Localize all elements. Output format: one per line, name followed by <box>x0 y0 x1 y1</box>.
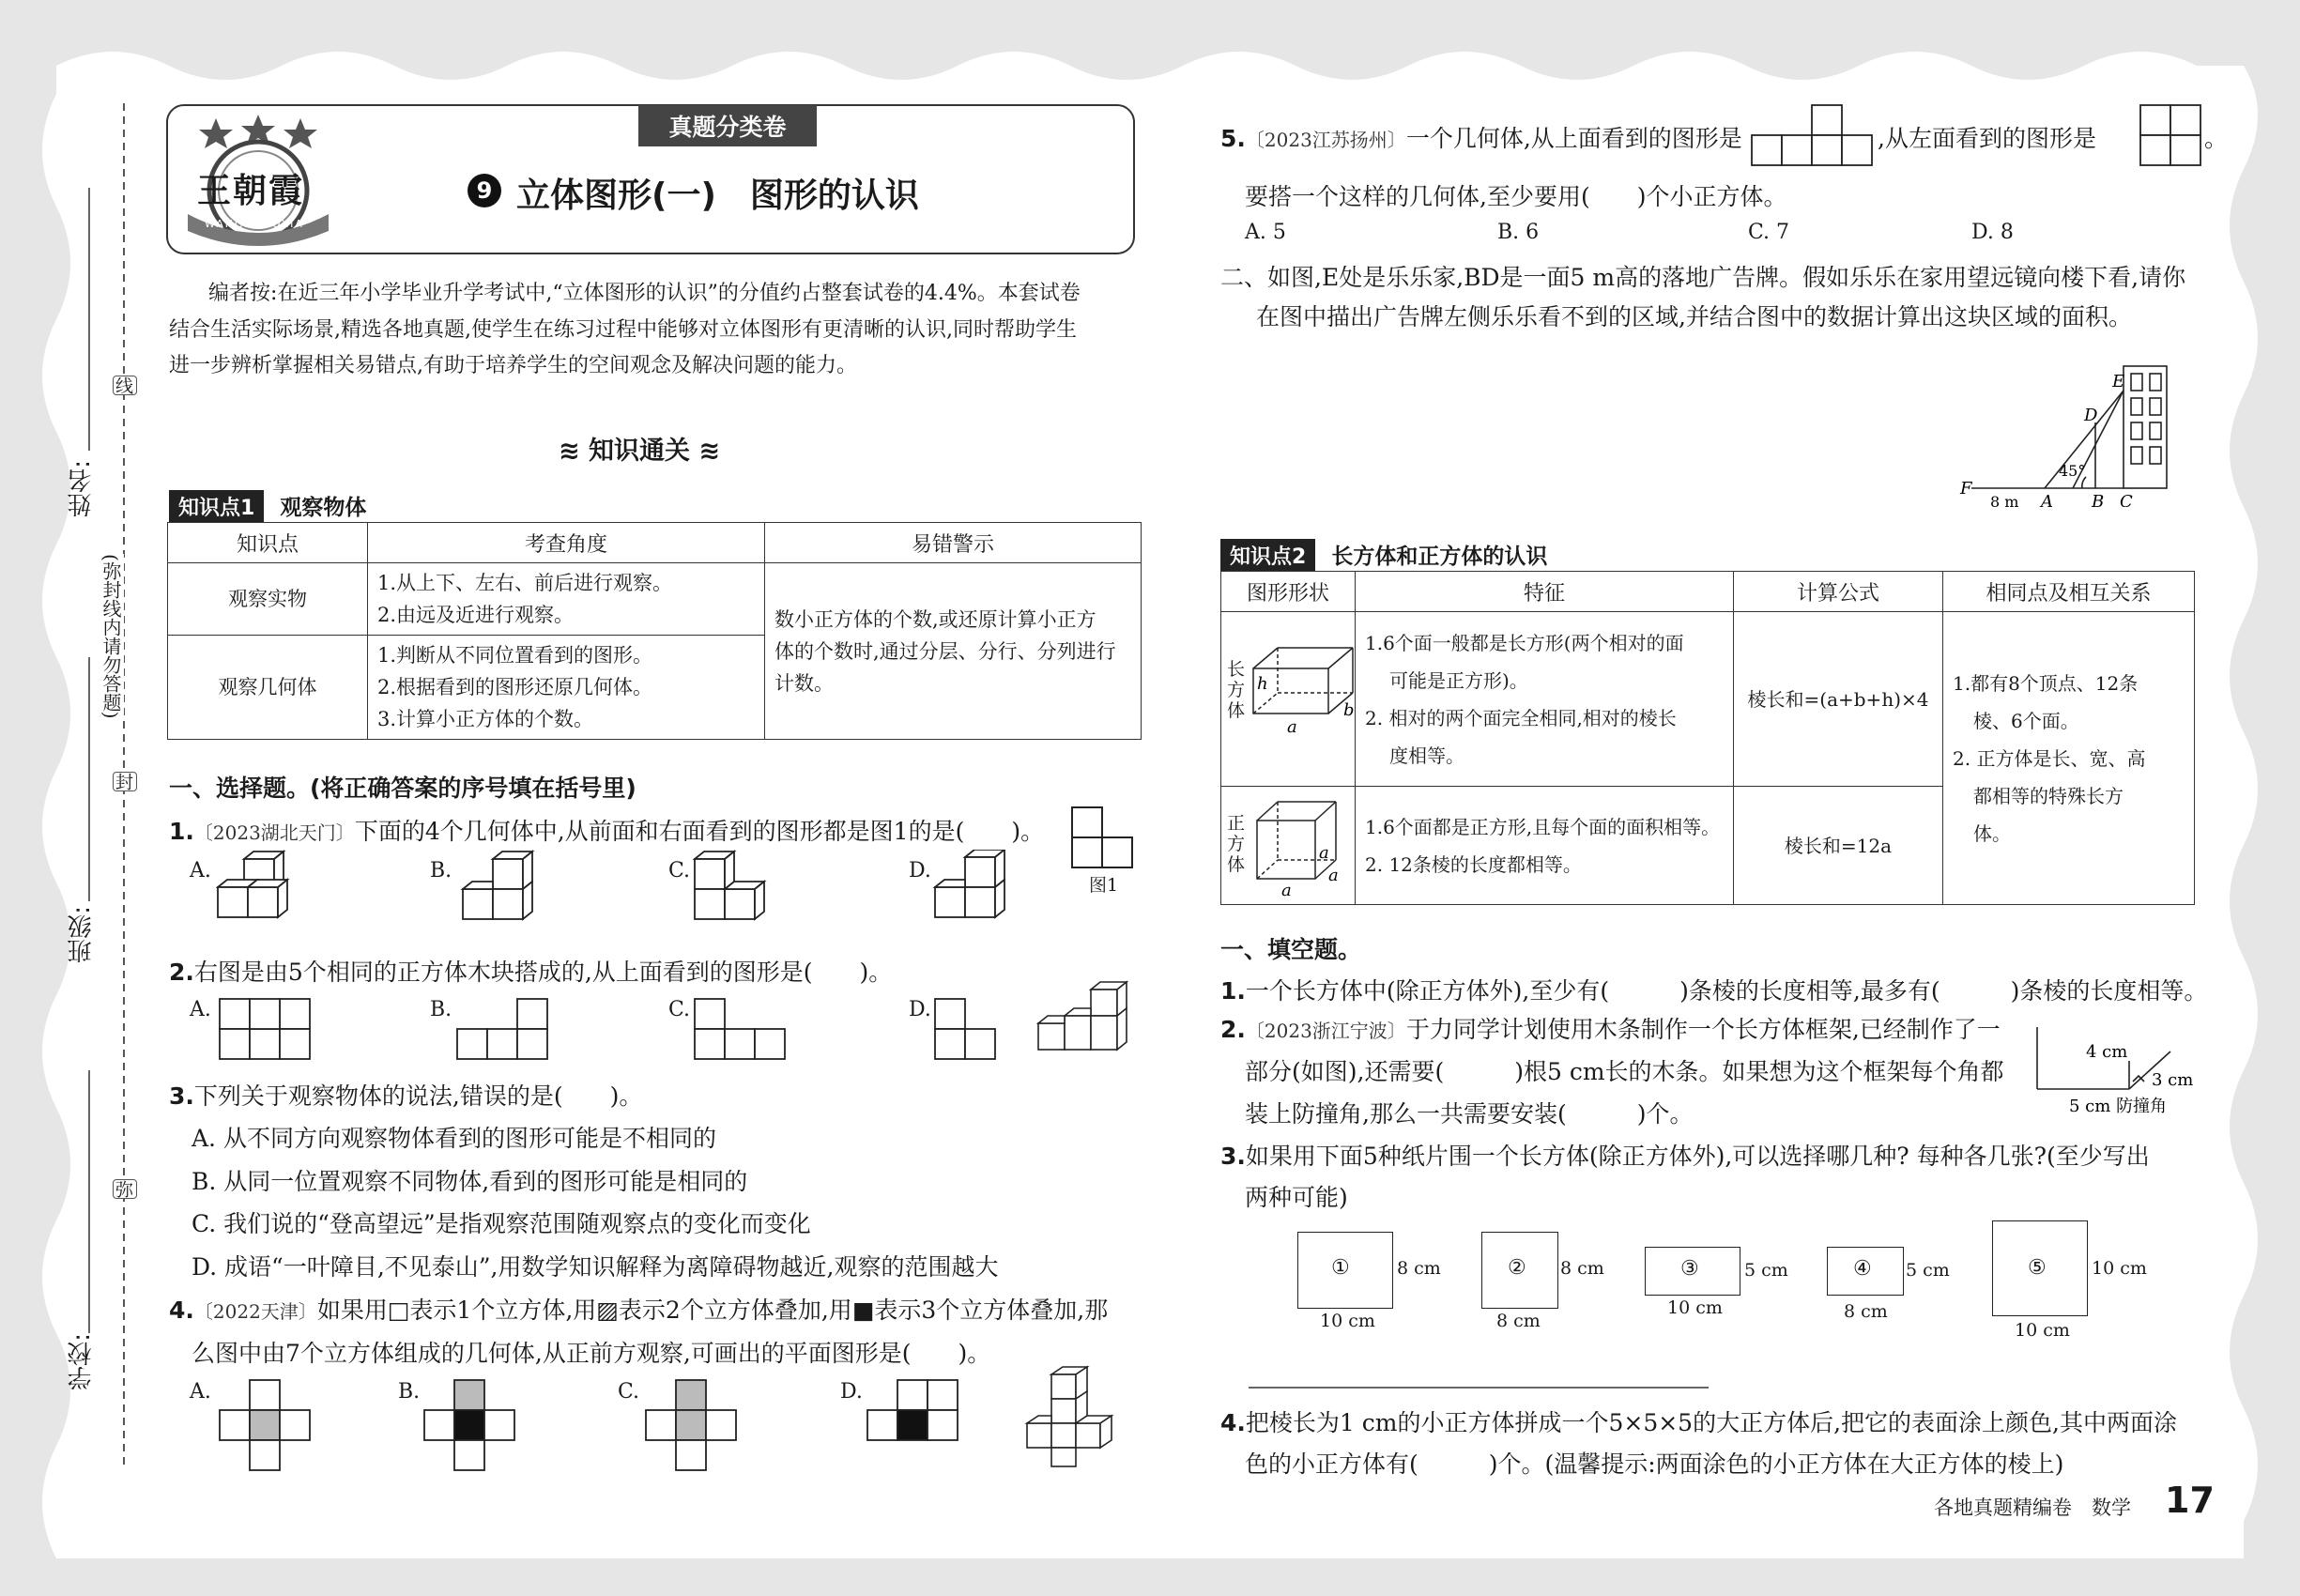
kp1-row2-angles: 1.判断从不同位置看到的图形。 2.根据看到的图形还原几何体。 3.计算小正方体的个数。 <box>368 636 765 740</box>
card-2-height: 8 cm <box>1560 1258 1604 1279</box>
label-angle: 45° <box>2059 462 2086 480</box>
q4-option-c[interactable]: C. <box>618 1380 640 1404</box>
card-5-height: 10 cm <box>2092 1258 2147 1279</box>
q1-option-a[interactable]: A. <box>190 859 211 882</box>
label-e: E <box>2112 372 2125 391</box>
q1-figure-label: 图1 <box>1089 875 1119 896</box>
kp2-cube-features: 1.6个面都是正方形,且每个面的面积相等。 2. 12条棱的长度都相等。 <box>1356 787 1734 905</box>
part1-heading: 一、选择题。(将正确答案的序号填在括号里) <box>169 775 636 802</box>
q4-option-b[interactable]: B. <box>398 1380 421 1404</box>
question-4-line2: 么图中由7个立方体组成的几何体,从正前方观察,可画出的平面图形是( )。 <box>192 1340 991 1367</box>
fill-question-4-line2: 色的小正方体有( )个。(温馨提示:两面涂色的小正方体在大正方体的棱上) <box>1245 1450 2064 1478</box>
card-3-id: ③ <box>1680 1257 1699 1281</box>
card-4-id: ④ <box>1853 1257 1872 1281</box>
cube-drawing <box>1253 794 1347 899</box>
page-number: 17 <box>2165 1480 2215 1521</box>
q2-option-b-grid <box>455 997 549 1063</box>
question-1: 1.〔2023湖北天门〕下面的4个几何体中,从前面和右面看到的图形都是图1的是( )。 <box>169 818 1045 845</box>
card-2-id: ② <box>1508 1256 1526 1280</box>
question-5: 5.〔2023江苏扬州〕一个几何体,从上面看到的图形是 <box>1220 125 1742 152</box>
q2-option-a[interactable]: A. <box>190 998 211 1021</box>
kp2-col-feature: 特征 <box>1356 572 1734 612</box>
q2-option-c-grid <box>693 997 787 1063</box>
kp2-relation: 1.都有8个顶点、12条 棱、6个面。 2. 正方体是长、宽、高 都相等的特殊长方 体。 <box>1943 612 2195 905</box>
name-label: 姓名: <box>68 460 96 517</box>
fill-question-1: 1.一个长方体中(除正方体外),至少有( )条棱的长度相等,最多有( )条棱的长度相等。 <box>1220 977 2208 1005</box>
fill-question-2-line3: 装上防撞角,那么一共需要安装( )个。 <box>1245 1100 1694 1128</box>
svg-text:a: a <box>1281 881 1292 899</box>
kp1-col-warning: 易错警示 <box>765 523 1142 563</box>
binding-warning: (弥封线内请勿答题) <box>100 554 122 719</box>
billboard-diagram <box>1953 357 2197 507</box>
q5-top-view <box>1750 103 1874 167</box>
footer-book: 各地真题精编卷 数学 <box>1934 1496 2131 1519</box>
kp2-cube-formula: 棱长和=12a <box>1734 787 1943 905</box>
question-2: 2.右图是由5个相同的正方体木块搭成的,从上面看到的图形是( )。 <box>169 959 893 986</box>
q2-cube-structure <box>1033 978 1145 1063</box>
part2-line2: 在图中描出广告牌左侧乐乐看不到的区域,并结合图中的数据计算出这块区域的面积。 <box>1256 303 2132 330</box>
q3-option-c[interactable]: C. 我们说的“登高望远”是指观察范围随观察点的变化而变化 <box>192 1210 811 1237</box>
ribbon-label: 真题分类卷 <box>668 114 787 141</box>
editor-note-line3: 进一步辨析掌握相关易错点,有助于培养学生的空间观念及解决问题的能力。 <box>169 354 857 377</box>
kp1-header <box>169 490 366 523</box>
logo-text: 王朝霞 <box>197 171 305 210</box>
fill-question-2-line2: 部分(如图),还需要( )根5 cm长的木条。如果想为这个框架每个角都 <box>1245 1058 2004 1085</box>
card-1-id: ① <box>1331 1256 1350 1280</box>
q4-option-d[interactable]: D. <box>840 1380 863 1404</box>
kp2-cuboid-formula: 棱长和=(a+b+h)×4 <box>1734 612 1943 787</box>
editor-note-line2: 结合生活实际场景,精选各地真题,使学生在练习过程中能够对立体图形有更清晰的认识,同时帮助学生 <box>169 318 1077 342</box>
question-3: 3.下列关于观察物体的说法,错误的是( )。 <box>169 1082 643 1110</box>
kp1-col-angle: 考查角度 <box>368 523 765 563</box>
kp2-col-formula: 计算公式 <box>1734 572 1943 612</box>
svg-text:3 cm: 3 cm <box>2152 1070 2194 1090</box>
svg-text:5 cm 防撞角: 5 cm 防撞角 <box>2069 1097 2168 1116</box>
svg-text:a: a <box>1328 866 1339 885</box>
label-c: C <box>2120 492 2133 507</box>
svg-text:a: a <box>1319 843 1329 863</box>
q4-option-c-grid <box>644 1378 738 1472</box>
kp2-table <box>1220 571 2195 905</box>
unit-number-badge: 9 <box>468 174 501 207</box>
card-4-height: 5 cm <box>1906 1260 1950 1281</box>
kp2-badge: 知识点2 <box>1220 539 1315 572</box>
card-5-id: ⑤ <box>2028 1256 2047 1280</box>
q2-option-a-grid <box>218 997 312 1063</box>
q5-line2: 要搭一个这样的几何体,至少要用( )个小正方体。 <box>1245 183 1787 210</box>
kp1-table <box>167 522 1142 740</box>
q1-option-c[interactable]: C. <box>668 859 691 882</box>
kp2-col-shape: 图形形状 <box>1221 572 1356 612</box>
school-label: 学校: <box>68 1333 96 1390</box>
q5-option-d[interactable]: D. 8 <box>1971 221 2014 244</box>
fill-question-4-line1: 4.把棱长为1 cm的小正方体拼成一个5×5×5的大正方体后,把它的表面涂上颜色,其中两面涂 <box>1220 1409 2177 1436</box>
q1-option-a-cubes <box>216 850 310 936</box>
kp1-row1-angles: 1.从上下、左右、前后进行观察。 2.由远及近进行观察。 <box>368 563 765 636</box>
q1-option-d-cubes <box>931 850 1025 936</box>
label-a: A <box>2041 492 2053 507</box>
svg-text:4 cm: 4 cm <box>2086 1042 2128 1062</box>
card-1-width: 10 cm <box>1320 1311 1375 1331</box>
svg-text:b: b <box>1343 700 1355 720</box>
seal-mark: 封 <box>113 772 137 791</box>
frame-figure <box>2028 1023 2197 1117</box>
q2-option-b[interactable]: B. <box>430 998 452 1021</box>
q4-option-b-grid <box>422 1378 516 1472</box>
q1-option-b-cubes <box>455 850 549 936</box>
kp2-cuboid-features: 1.6个面一般都是长方形(两个相对的面 可能是正方形)。 2. 相对的两个面完全相同,相对的棱长 度相等。 <box>1356 612 1734 787</box>
q4-option-a[interactable]: A. <box>190 1380 211 1404</box>
label-d: D <box>2084 406 2098 425</box>
q1-option-b[interactable]: B. <box>430 859 452 882</box>
wave-icon: ≋ <box>559 437 590 466</box>
kp1-warning: 数小正方体的个数,或还原计算小正方 体的个数时,通过分层、分行、分列进行 计数。 <box>765 563 1142 740</box>
kp1-col-point: 知识点 <box>168 523 368 563</box>
fill-question-2-line1: 2.〔2023浙江宁波〕于力同学计划使用木条制作一个长方体框架,已经制作了一 <box>1220 1016 2001 1043</box>
question-4-line1: 4.〔2022天津〕如果用□表示1个立方体,用▨表示2个立方体叠加,用■表示3个立方体叠加,那 <box>169 1297 1109 1324</box>
logo-subtitle: WANGZHAOXIA <box>205 218 304 230</box>
q5-left-view <box>2139 103 2202 167</box>
cuboid-drawing <box>1250 640 1362 744</box>
fill-heading: 一、填空题。 <box>1220 936 1362 963</box>
page-title: 立体图形(一) 图形的认识 <box>516 176 919 215</box>
q5-option-c[interactable]: C. 7 <box>1748 221 1790 244</box>
q3-option-b[interactable]: B. 从同一位置观察不同物体,看到的图形可能是相同的 <box>192 1168 748 1195</box>
q5-text-b: ,从左面看到的图形是 <box>1878 125 2096 152</box>
wave-icon: ≋ <box>690 437 721 466</box>
q4-option-a-grid <box>218 1378 312 1472</box>
q1-option-d[interactable]: D. <box>909 859 931 882</box>
q5-option-a[interactable]: A. 5 <box>1245 221 1286 244</box>
label-b: B <box>2092 492 2105 507</box>
q2-option-c[interactable]: C. <box>668 998 691 1021</box>
fill-question-3-line1: 3.如果用下面5种纸片围一个长方体(除正方体外),可以选择哪几种? 每种各几张?(至少写出 <box>1220 1143 2150 1170</box>
kp1-title: 观察物体 <box>280 496 367 520</box>
card-2-width: 8 cm <box>1496 1311 1541 1331</box>
card-5-width: 10 cm <box>2015 1320 2070 1341</box>
kp1-row1-point: 观察实物 <box>168 563 368 636</box>
kp1-row2-point: 观察几何体 <box>168 636 368 740</box>
editor-note-line1: 编者按:在近三年小学毕业升学考试中,“立体图形的认识”的分值约占整套试卷的4.4%。本套试卷 <box>208 282 1081 305</box>
q1-option-c-cubes <box>693 850 787 936</box>
kp2-cube-shape: 正 方 体 a a a <box>1221 787 1356 905</box>
fill-question-3-line2: 两种可能) <box>1245 1184 1348 1211</box>
card-1-height: 8 cm <box>1397 1258 1441 1279</box>
q2-option-d[interactable]: D. <box>909 998 931 1021</box>
section-heading: ≋ 知识通关 ≋ <box>559 437 721 466</box>
label-dist: 8 m <box>1990 493 2019 507</box>
svg-text:a: a <box>1287 717 1297 737</box>
class-label: 班级: <box>68 906 96 963</box>
kp2-cuboid-shape: 长 方 体 h a b <box>1221 612 1356 787</box>
q4-cube-structure <box>1020 1363 1123 1471</box>
q5-text-c: 。 <box>2204 125 2229 152</box>
card-3-height: 5 cm <box>1744 1260 1788 1281</box>
label-f: F <box>1960 479 1972 499</box>
q3-option-d[interactable]: D. 成语“一叶障目,不见泰山”,用数学知识解释为离障碍物越近,观察的范围越大 <box>192 1253 999 1281</box>
kp2-title: 长方体和正方体的认识 <box>1331 545 1548 569</box>
q3-option-a[interactable]: A. 从不同方向观察物体看到的图形可能是不相同的 <box>192 1125 716 1152</box>
q1-figure-1 <box>1070 806 1136 871</box>
svg-text:h: h <box>1257 674 1268 694</box>
line-mark: 线 <box>113 376 137 395</box>
kp2-col-relation: 相同点及相互关系 <box>1943 572 2195 612</box>
q2-option-d-grid <box>933 997 999 1063</box>
part2-line1: 二、如图,E处是乐乐家,BD是一面5 m高的落地广告牌。假如乐乐在家用望远镜向楼下看,请你 <box>1220 264 2186 291</box>
q4-option-d-grid <box>866 1378 959 1444</box>
kp1-badge: 知识点1 <box>169 490 264 523</box>
kp2-header <box>1220 539 1547 572</box>
mi-mark: 弥 <box>113 1179 137 1199</box>
card-3-width: 10 cm <box>1667 1297 1723 1318</box>
card-4-width: 8 cm <box>1844 1301 1888 1322</box>
q5-option-b[interactable]: B. 6 <box>1497 221 1540 244</box>
